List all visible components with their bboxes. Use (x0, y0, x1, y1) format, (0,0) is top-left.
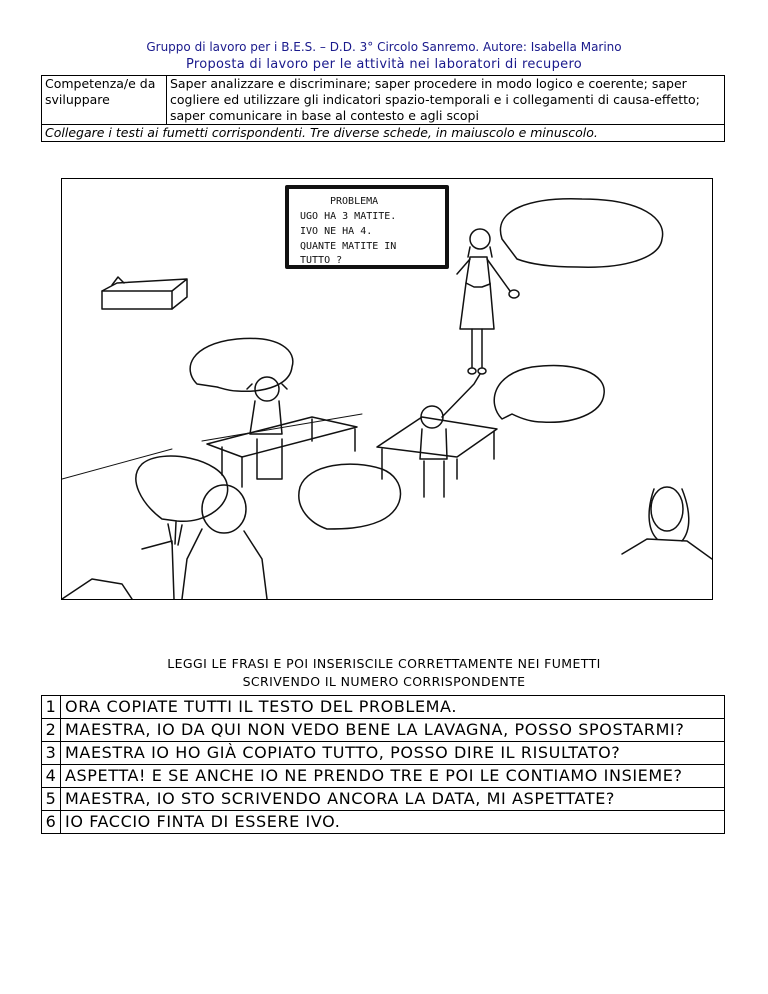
speech-bubble-bottom-left (136, 456, 228, 521)
lead-line-2: SCRIVENDO IL NUMERO CORRISPONDENTE (242, 674, 526, 689)
instruction-text: Collegare i testi ai fumetti corrispondenti. Tre diverse schede, in maiuscolo e minuscolo. (42, 125, 725, 142)
sentence-text: IO FACCIO FINTA DI ESSERE IVO. (61, 811, 725, 834)
sentence-number: 3 (42, 742, 61, 765)
lead-instruction (0, 655, 768, 691)
desk-object (112, 277, 124, 285)
sentence-text: ASPETTA! E SE ANCHE IO NE PRENDO TRE E POI LE CONTIAMO INSIEME? (61, 765, 725, 788)
board-line-4: QUANTE MATITE IN (300, 241, 397, 252)
student-desk-left (207, 377, 357, 487)
competence-label: Competenza/e da sviluppare (42, 76, 167, 125)
sentence-number: 5 (42, 788, 61, 811)
competence-table (41, 75, 725, 142)
student-bottom-left (142, 485, 267, 599)
teacher-figure (457, 229, 519, 374)
speech-bubble-right-student (494, 366, 604, 423)
sentence-row (42, 696, 725, 719)
sentence-text: MAESTRA, IO STO SCRIVENDO ANCORA LA DATA, MI ASPETTATE? (61, 788, 725, 811)
header-credits: Gruppo di lavoro per i B.E.S. – D.D. 3° Circolo Sanremo. Autore: Isabella Marino (146, 40, 622, 54)
student-bottom-right (622, 487, 712, 559)
foreground-shoulder (62, 579, 132, 599)
sentence-row (42, 788, 725, 811)
sentence-text: ORA COPIATE TUTTI IL TESTO DEL PROBLEMA. (61, 696, 725, 719)
board-line-5: TUTTO ? (300, 255, 343, 266)
board-line-1: PROBLEMA (330, 196, 379, 207)
sentence-row (42, 742, 725, 765)
sentence-row (42, 765, 725, 788)
board-line-2: UGO HA 3 MATITE. (300, 211, 397, 222)
teacher-desk (102, 277, 187, 309)
speech-bubble-teacher (500, 199, 662, 267)
sentence-number: 2 (42, 719, 61, 742)
blackboard (287, 187, 447, 267)
sentence-number: 4 (42, 765, 61, 788)
lead-line-1: LEGGI LE FRASI E POI INSERISCILE CORRETTAMENTE NEI FUMETTI (167, 656, 601, 671)
header-title: Proposta di lavoro per le attività nei laboratori di recupero (185, 57, 583, 72)
sentence-text: MAESTRA, IO DA QUI NON VEDO BENE LA LAVAGNA, POSSO SPOSTARMI? (61, 719, 725, 742)
classroom-illustration (61, 178, 713, 600)
speech-bubble-bottom-middle (299, 464, 401, 529)
sentence-text: MAESTRA IO HO GIÀ COPIATO TUTTO, POSSO DIRE IL RISULTATO? (61, 742, 725, 765)
sentence-row (42, 719, 725, 742)
competence-text: Saper analizzare e discriminare; saper procedere in modo logico e coerente; saper cogliere ed utilizzare gli indicatori spazio-temporali e i collegamenti di causa-effetto; saper comunicare in base al contesto e agli scopi (167, 76, 725, 125)
sentence-row (42, 811, 725, 834)
sentences-table (41, 695, 725, 834)
sentence-number: 6 (42, 811, 61, 834)
sentence-number: 1 (42, 696, 61, 719)
board-line-3: IVO NE HA 4. (300, 226, 373, 237)
